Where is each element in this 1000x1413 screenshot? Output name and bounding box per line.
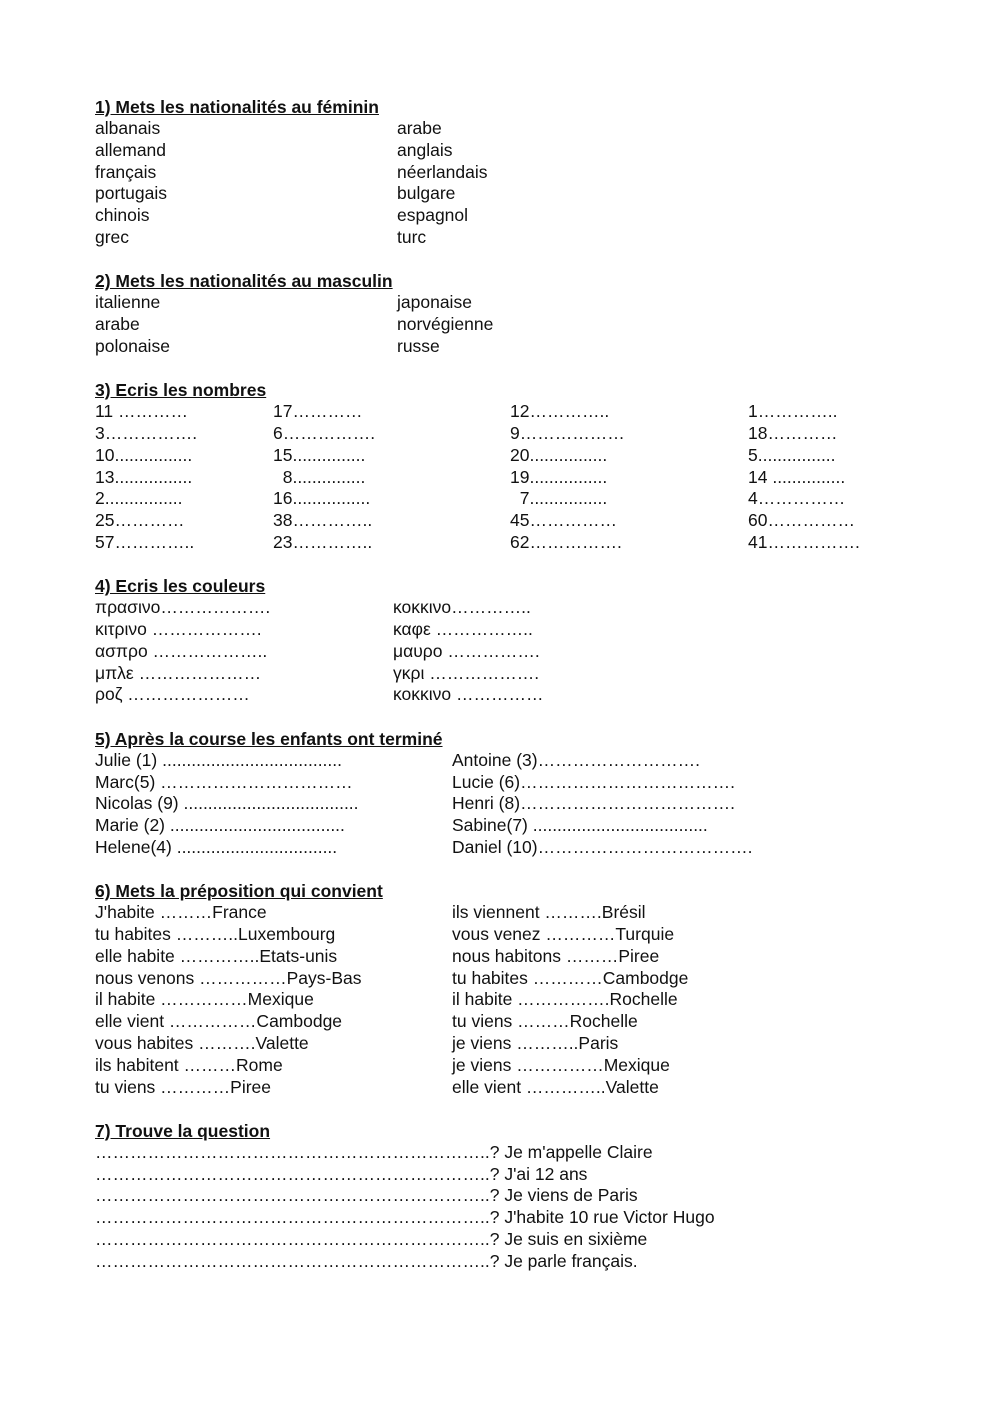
list-item: …………………………………………………………..? Je suis en sixième — [95, 1229, 648, 1250]
list-item: Helene(4) ................................. Daniel (10)………………………………. — [95, 836, 753, 857]
section-6 — [95, 880, 975, 1098]
section-7-title: 7) Trouve la question — [95, 1120, 271, 1141]
section-4 — [95, 575, 975, 706]
section-2 — [95, 270, 975, 357]
section-7 — [95, 1120, 975, 1273]
list-item: tu viens …………Piree elle vient …………..Valette — [95, 1076, 659, 1097]
list-item: polonaise russe — [95, 335, 440, 356]
list-item: 10................ 15............... 20................ 5................ — [95, 444, 836, 465]
list-item: …………………………………………………………..? Je viens de Paris — [95, 1185, 638, 1206]
list-item: κιτρινο ………………. καφε …………….. — [95, 619, 533, 640]
section-3-title: 3) Ecris les nombres — [95, 380, 267, 401]
list-item: 2................ 16................ 7................ 4…………… — [95, 488, 846, 509]
list-item: nous venons ……………Pays-Bas tu habites …………Cambodge — [95, 967, 689, 988]
list-item: ροζ ………………… κοκκινο …………… — [95, 684, 544, 705]
list-item: arabe norvégienne — [95, 314, 494, 335]
list-item: albanais arabe — [95, 118, 442, 138]
list-item: …………………………………………………………..? Je parle français. — [95, 1250, 638, 1271]
list-item: …………………………………………………………..? J'ai 12 ans — [95, 1163, 588, 1184]
section-1-title: 1) Mets les nationalités au féminin — [95, 97, 379, 117]
list-item: elle habite …………..Etats-unis nous habitons ………Piree — [95, 945, 660, 966]
list-item: πρασινο………………. κοκκινο………….. — [95, 597, 531, 618]
list-item: 25………… 38………….. 45…………… 60…………… — [95, 510, 855, 531]
list-item: 13................ 8............... 19................ 14 ............... — [95, 466, 846, 487]
section-2-title: 2) Mets les nationalités au masculin — [95, 271, 393, 292]
list-item: Julie (1) ..................................... Antoine (3)………………………. — [95, 749, 700, 770]
list-item: il habite ……………Mexique il habite …………….Rochelle — [95, 989, 678, 1010]
section-1 — [95, 96, 975, 249]
list-item: 11 ………… 17………… 12………….. 1………….. — [95, 401, 838, 422]
list-item: tu habites ………..Luxembourg vous venez …………Turquie — [95, 924, 675, 945]
list-item: allemand anglais — [95, 139, 453, 160]
section-5-title: 5) Après la course les enfants ont terminé — [95, 728, 443, 749]
section-4-title: 4) Ecris les couleurs — [95, 576, 266, 597]
list-item: ασπρο ……………….. μαυρο ……………. — [95, 640, 540, 661]
section-5 — [95, 728, 975, 859]
list-item: Nicolas (9) .................................... Henri (8)………………………………. — [95, 793, 735, 814]
list-item: μπλε ………………… γκρι ………………. — [95, 662, 540, 683]
section-6-title: 6) Mets la préposition qui convient — [95, 881, 383, 902]
list-item: vous habites ……….Valette je viens ………..Paris — [95, 1033, 619, 1053]
list-item: Marie (2) .................................... Sabine(7) .................................... — [95, 815, 708, 836]
list-item: 3……………. 6……………. 9……………… 18………… — [95, 422, 838, 443]
worksheet — [95, 96, 975, 1294]
list-item: …………………………………………………………..? J'habite 10 rue Victor Hugo — [95, 1207, 715, 1228]
list-item: J'habite ………France ils viennent ……….Brésil — [95, 902, 646, 923]
list-item: Marc(5) …………………………… Lucie (6)………………………………. — [95, 771, 735, 792]
list-item: 57………….. 23………….. 62……………. 41……………. — [95, 531, 860, 552]
list-item: …………………………………………………………..? Je m'appelle Claire — [95, 1141, 653, 1162]
section-3 — [95, 379, 975, 554]
list-item: chinois espagnol — [95, 205, 469, 226]
list-item: elle vient ……………Cambodge tu viens ………Rochelle — [95, 1011, 638, 1032]
list-item: italienne japonaise — [95, 292, 472, 313]
list-item: ils habitent ………Rome je viens ……………Mexique — [95, 1054, 670, 1075]
list-item: français néerlandais — [95, 161, 488, 182]
list-item: grec turc — [95, 226, 427, 247]
list-item: portugais bulgare — [95, 183, 456, 204]
